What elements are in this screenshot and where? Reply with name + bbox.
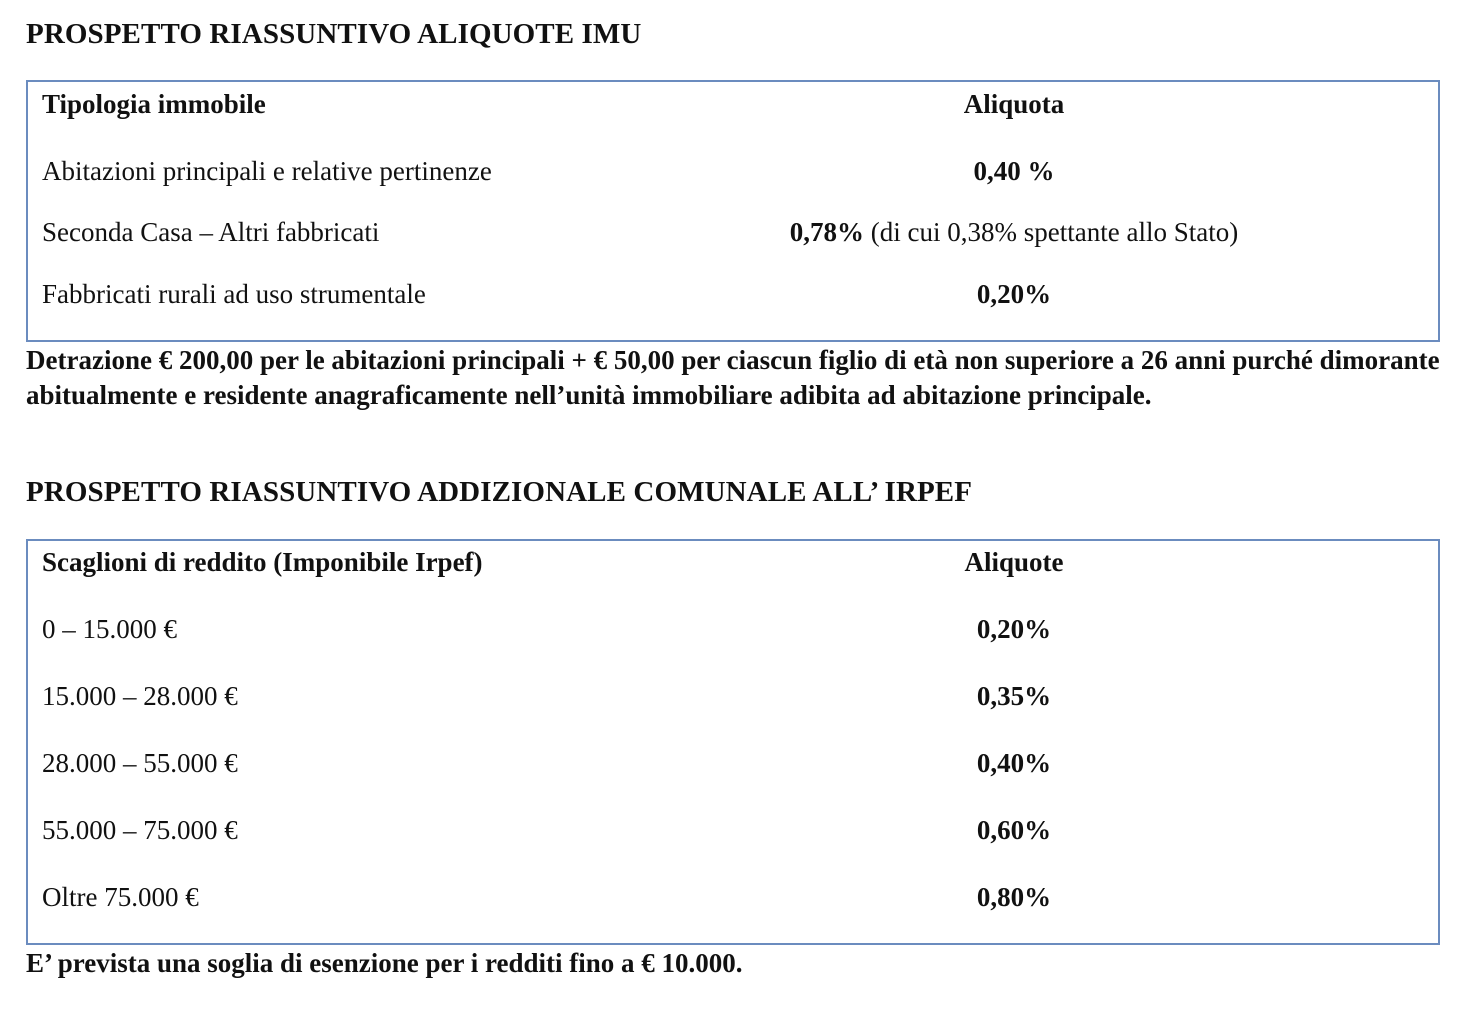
table-row: [28, 679, 1438, 713]
property-type-cell: Fabbricati rurali ad uso strumentale: [42, 279, 426, 309]
income-bracket-cell: 55.000 – 75.000 €: [42, 815, 238, 845]
irpef-exemption-note: E’ prevista una soglia di esenzione per i redditi fino a € 10.000.: [26, 948, 743, 978]
rate-cell: 0,40%: [976, 748, 1052, 778]
rate-value: 0,20%: [976, 279, 1052, 309]
imu-section-title: PROSPETTO RIASSUNTIVO ALIQUOTE IMU: [26, 18, 642, 50]
rate-cell: 0,20%: [976, 614, 1052, 644]
table-row: [28, 813, 1438, 847]
table-row: [28, 154, 1438, 188]
column-header-income-bracket: Scaglioni di reddito (Imponibile Irpef): [42, 547, 483, 577]
rate-cell: 0,35%: [976, 681, 1052, 711]
income-bracket-cell: 28.000 – 55.000 €: [42, 748, 238, 778]
rate-cell: 0,60%: [976, 815, 1052, 845]
income-bracket-cell: 15.000 – 28.000 €: [42, 681, 238, 711]
irpef-section-title: PROSPETTO RIASSUNTIVO ADDIZIONALE COMUNALE ALL’ IRPEF: [26, 476, 973, 508]
rate-value: 0,40 %: [973, 156, 1055, 186]
income-bracket-cell: 0 – 15.000 €: [42, 614, 177, 644]
column-header-property-type: Tipologia immobile: [42, 89, 266, 119]
column-header-rate: Aliquota: [963, 89, 1065, 119]
table-header-row: [28, 545, 1438, 579]
table-row: [28, 612, 1438, 646]
table-row: [28, 215, 1438, 249]
rate-cell: [974, 154, 1055, 188]
rate-cell: 0,80%: [976, 882, 1052, 912]
column-header-rates: Aliquote: [964, 547, 1064, 577]
table-header-row: [28, 87, 1438, 121]
rate-value: 0,78%: [789, 217, 865, 247]
irpef-rates-table: [26, 539, 1440, 945]
income-bracket-cell: Oltre 75.000 €: [42, 882, 199, 912]
property-type-cell: Abitazioni principali e relative pertinenze: [42, 156, 492, 186]
table-row: [28, 277, 1438, 311]
rate-note: (di cui 0,38% spettante allo Stato): [870, 217, 1239, 247]
table-row: [28, 880, 1438, 914]
imu-deduction-note: Detrazione € 200,00 per le abitazioni principali + € 50,00 per ciascun figlio di età non superiore a 26 anni purché dimorante abitualmente e residente anagraficamente nell’unità immobiliare adibita ad abitazione principale.: [26, 345, 1440, 410]
imu-rates-table: [26, 80, 1440, 342]
table-row: [28, 746, 1438, 780]
property-type-cell: Seconda Casa – Altri fabbricati: [42, 217, 380, 247]
rate-cell: [977, 277, 1051, 311]
rate-cell: [790, 215, 1238, 249]
